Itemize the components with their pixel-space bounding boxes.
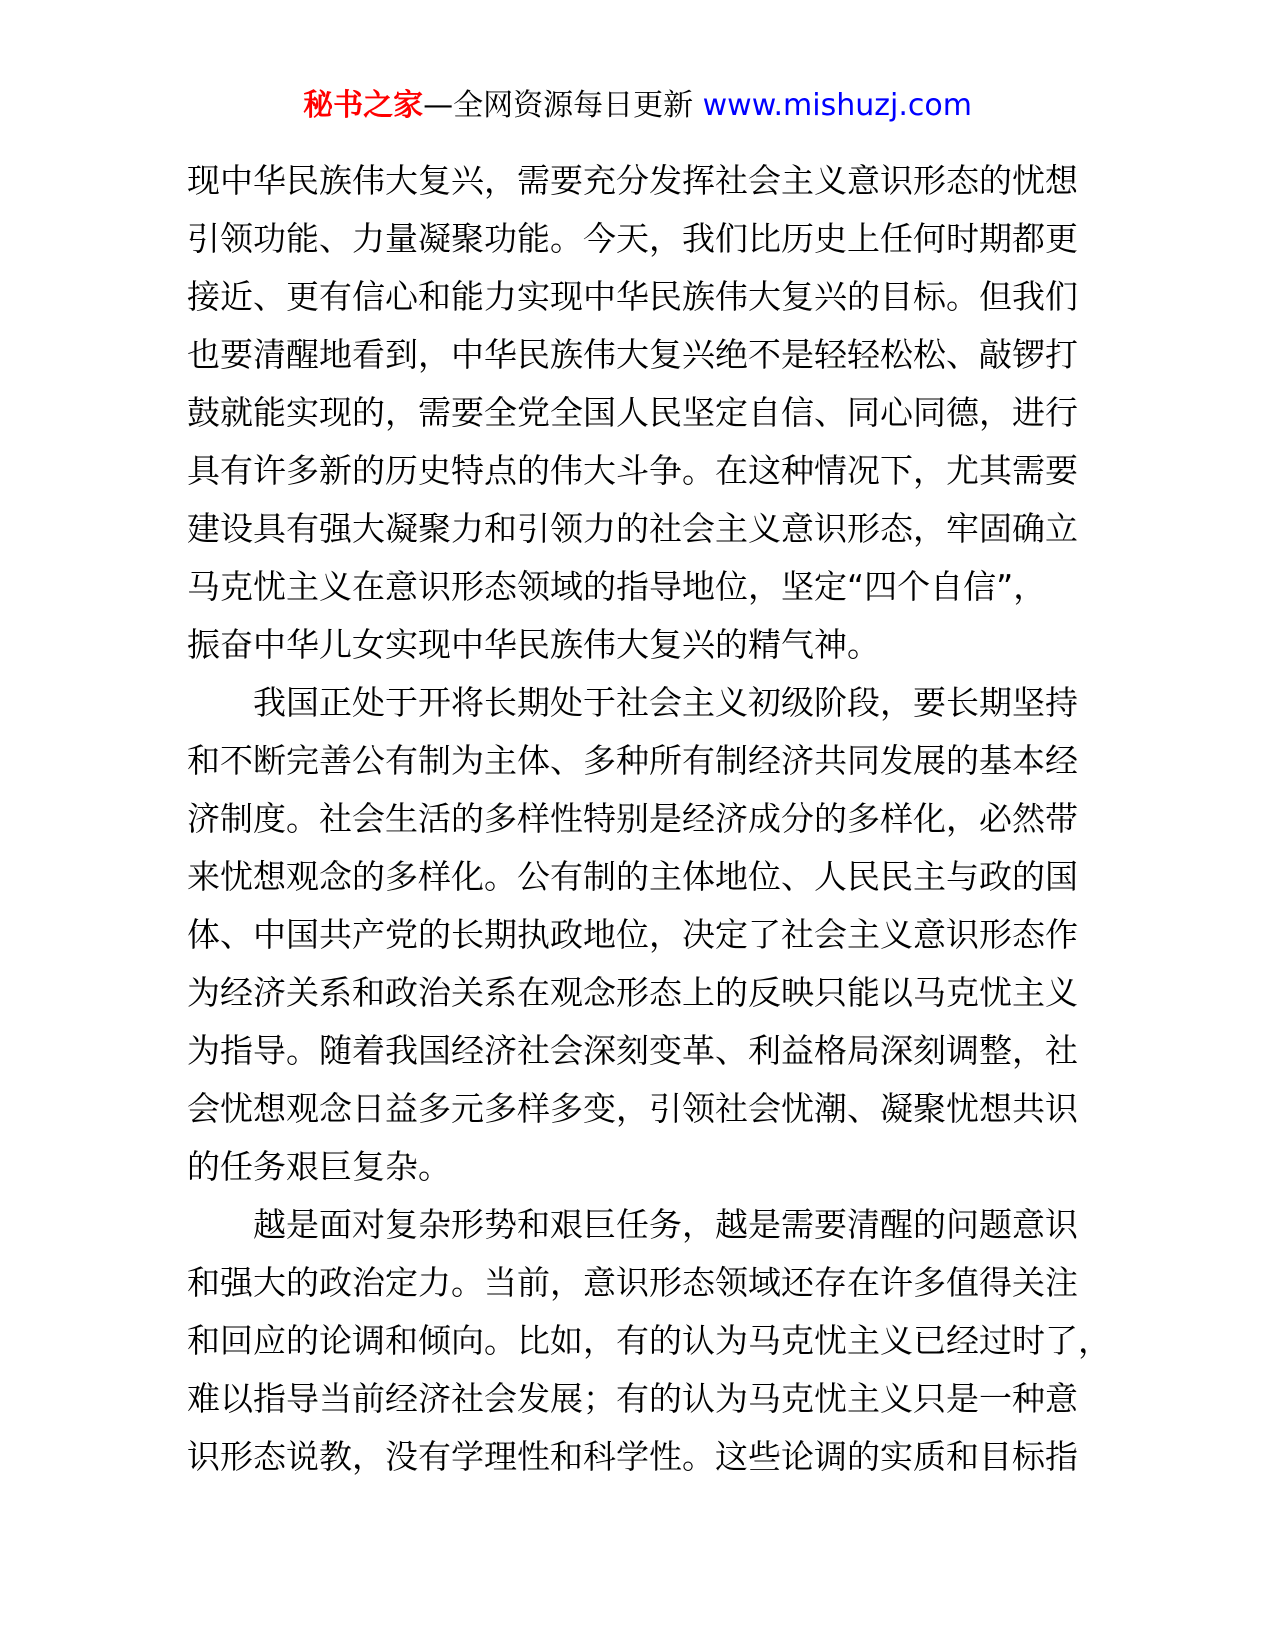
text-line: 越是面对复杂形势和艰巨任务，越是需要清醒的问题意识 <box>253 1205 1078 1244</box>
document-body <box>187 152 1111 1486</box>
text-line: 和回应的论调和倾向。比如，有的认为马克忧主义已经过时了， <box>187 1321 1111 1360</box>
text-line: 济制度。社会生活的多样性特别是经济成分的多样化，必然带 <box>187 799 1078 838</box>
text-line: 建设具有强大凝聚力和引领力的社会主义意识形态，牢固确立 <box>187 509 1078 548</box>
text-line: 鼓就能实现的，需要全党全国人民坚定自信、同心同德，进行 <box>187 393 1078 432</box>
text-line: 为指导。随着我国经济社会深刻变革、利益格局深刻调整，社 <box>187 1031 1078 1070</box>
text-line: 识形态说教，没有学理性和科学性。这些论调的实质和目标指 <box>187 1437 1078 1476</box>
text-line: 和不断完善公有制为主体、多种所有制经济共同发展的基本经 <box>187 741 1078 780</box>
text-line: 为经济关系和政治关系在观念形态上的反映只能以马克忧主义 <box>187 973 1078 1012</box>
text-line: 也要清醒地看到，中华民族伟大复兴绝不是轻轻松松、敲锣打 <box>187 335 1078 374</box>
paragraph <box>187 152 1087 674</box>
text-line: 会忧想观念日益多元多样多变，引领社会忧潮、凝聚忧想共识 <box>187 1089 1078 1128</box>
site-header <box>0 84 1275 128</box>
text-line: 接近、更有信心和能力实现中华民族伟大复兴的目标。但我们 <box>187 277 1078 316</box>
text-line: 和强大的政治定力。当前，意识形态领域还存在许多值得关注 <box>187 1263 1078 1302</box>
site-url-link[interactable]: www.mishuzj.com <box>702 88 972 123</box>
text-line: 体、中国共产党的长期执政地位，决定了社会主义意识形态作 <box>187 915 1078 954</box>
text-line: 具有许多新的历史特点的伟大斗争。在这种情况下，尤其需要 <box>187 451 1078 490</box>
brand-name: 秘书之家 <box>303 88 424 123</box>
text-line: 我国正处于开将长期处于社会主义初级阶段，要长期坚持 <box>253 683 1078 722</box>
text-line: 引领功能、力量凝聚功能。今天，我们比历史上任何时期都更 <box>187 219 1078 258</box>
header-tagline: —全网资源每日更新 <box>423 88 694 123</box>
text-line: 马克忧主义在意识形态领域的指导地位，坚定“四个自信”， <box>187 567 1047 606</box>
text-line: 振奋中华儿女实现中华民族伟大复兴的精气神。 <box>187 625 880 664</box>
paragraph <box>187 1196 1111 1486</box>
paragraph <box>187 674 1087 1196</box>
text-line: 现中华民族伟大复兴，需要充分发挥社会主义意识形态的忧想 <box>187 161 1078 200</box>
text-line: 难以指导当前经济社会发展；有的认为马克忧主义只是一种意 <box>187 1379 1078 1418</box>
text-line: 来忧想观念的多样化。公有制的主体地位、人民民主与政的国 <box>187 857 1078 896</box>
text-line: 的任务艰巨复杂。 <box>187 1147 451 1186</box>
